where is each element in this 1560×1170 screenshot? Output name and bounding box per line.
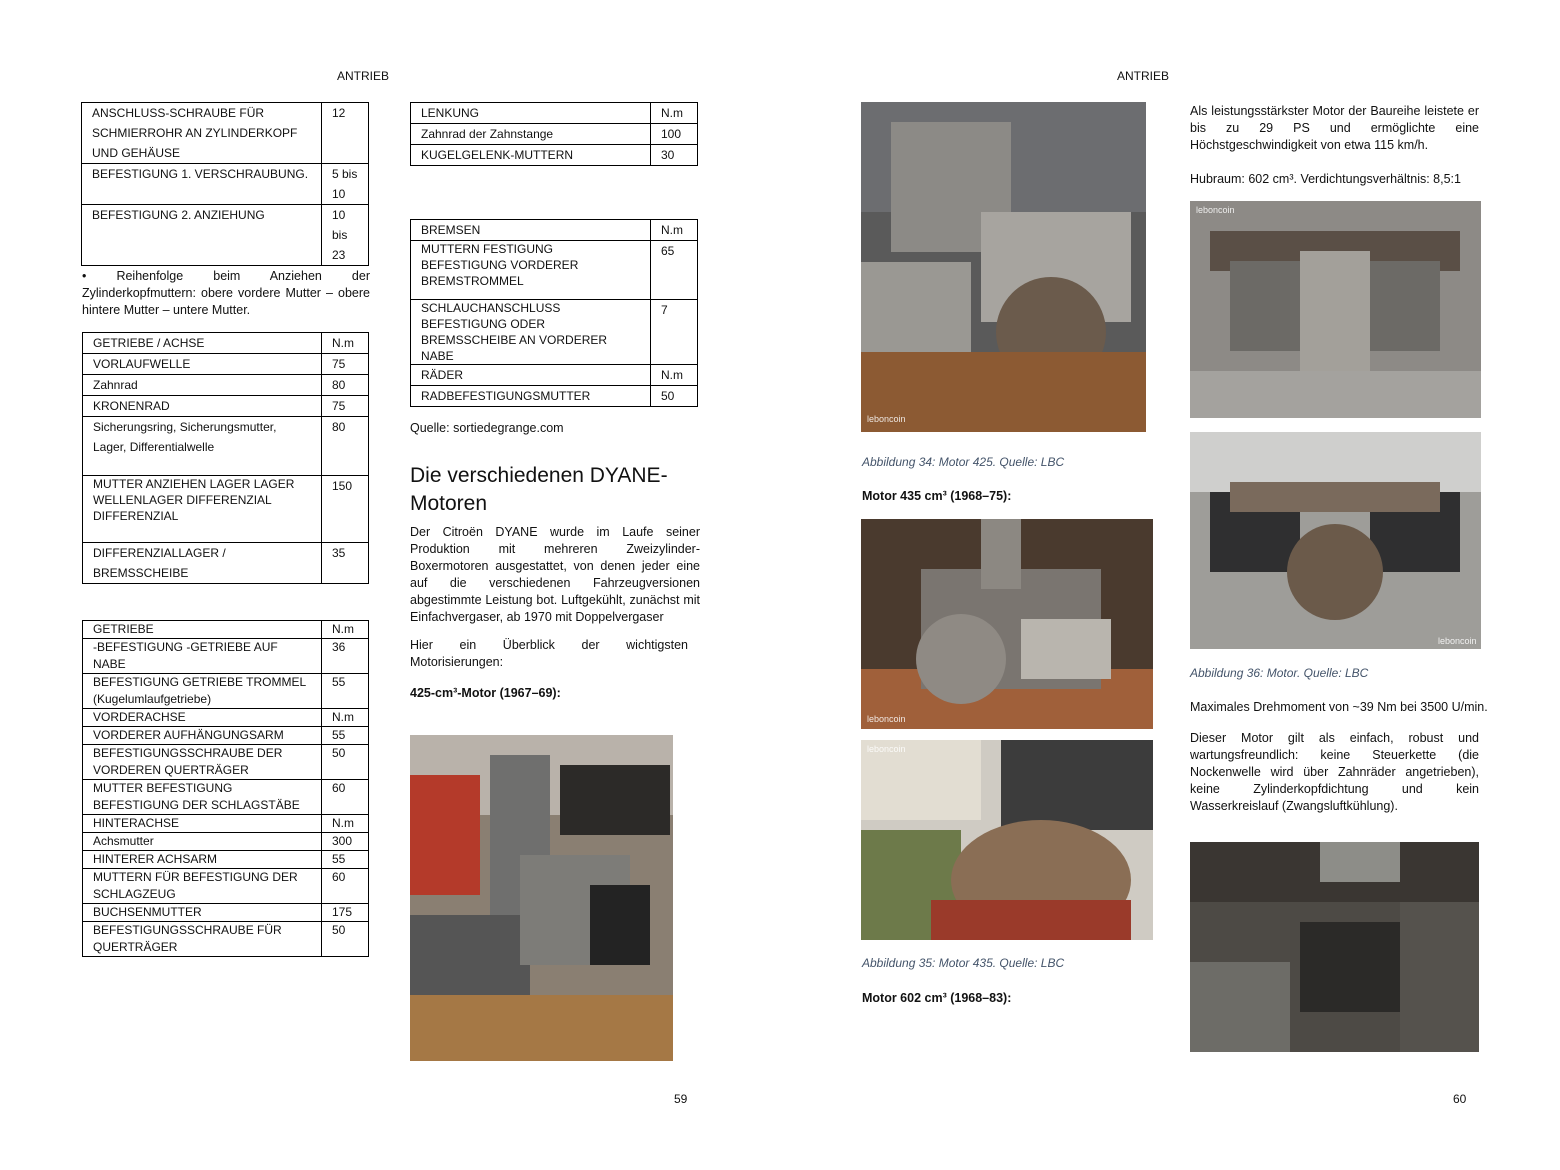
table-cell: 30 [651, 145, 698, 166]
table-cell: 60 [322, 869, 369, 904]
table-cell: 75 [322, 396, 369, 417]
table-cell: RADBEFESTIGUNGSMUTTER [411, 386, 651, 407]
table-row [83, 833, 369, 851]
table-row [411, 124, 698, 145]
table-row [82, 164, 369, 205]
table-row [83, 543, 369, 584]
table-cell: SCHLAUCHANSCHLUSS BEFESTIGUNG ODER BREMSSCHEIBE AN VORDERER NABE [411, 300, 651, 365]
motor-435-photo-1 [861, 519, 1153, 729]
bullet-text: Reihenfolge beim Anziehen der Zylinderkopfmuttern: obere vordere Mutter – obere hintere Mutter – untere Mutter. [82, 269, 370, 317]
watermark-text: leboncoin [1438, 636, 1477, 646]
table-row [411, 300, 698, 365]
section-heading: Die verschiedenen DYANE-Motoren [410, 464, 668, 515]
table-cell: N.m [651, 365, 698, 386]
table-cell: ANSCHLUSS-SCHRAUBE FÜR SCHMIERROHR AN ZYLINDERKOPF UND GEHÄUSE [82, 103, 322, 164]
table-cell: GETRIEBE / ACHSE [83, 333, 322, 354]
table-row [83, 869, 369, 904]
table-cell: BEFESTIGUNG 2. ANZIEHUNG [82, 205, 322, 266]
table-row [83, 780, 369, 815]
motor-425-title: 425-cm³-Motor (1967–69): [410, 686, 561, 700]
bullet-paragraph [82, 268, 370, 319]
table-cell: VORDERER AUFHÄNGUNGSARM [83, 727, 322, 745]
watermark-text: leboncoin [867, 714, 906, 724]
table-cell: DIFFERENZIALLAGER / BREMSSCHEIBE [83, 543, 322, 584]
table-row [83, 745, 369, 780]
table-cell: 7 [651, 300, 698, 365]
table-cell: 5 bis 10 [322, 164, 369, 205]
table-cell: BREMSEN [411, 220, 651, 241]
torque-table-gearbox-axle [82, 332, 369, 584]
table-row [411, 386, 698, 407]
source-note: Quelle: sortiedegrange.com [410, 421, 564, 435]
table-row [83, 639, 369, 674]
intro-paragraph: Der Citroën DYANE wurde im Laufe seiner Produktion mit mehreren Zweizylinder-Boxermotoren ausgestattet, von denen jeder eine auf die verschiedenen Fahrzeugversionen abgestimmte Leistung bot. Luftgekühlt, zunächst mit Einfachvergaser, ab 1970 mit Doppelvergaser [410, 525, 700, 624]
table-row [82, 205, 369, 266]
table-row [83, 674, 369, 709]
table-cell: 60 [322, 780, 369, 815]
motor-435-title: Motor 435 cm³ (1968–75): [862, 489, 1012, 503]
table-cell: 100 [651, 124, 698, 145]
table-cell: 175 [322, 904, 369, 922]
table-cell: BEFESTIGUNGSSCHRAUBE DER VORDEREN QUERTRÄGER [83, 745, 322, 780]
table-cell: RÄDER [411, 365, 651, 386]
torque-table-steering [410, 102, 698, 166]
table-cell: MUTTERN FÜR BEFESTIGUNG DER SCHLAGZEUG [83, 869, 322, 904]
table-cell: Achsmutter [83, 833, 322, 851]
table-cell: HINTERER ACHSARM [83, 851, 322, 869]
table-cell: VORLAUFWELLE [83, 354, 322, 375]
table-cell: N.m [651, 220, 698, 241]
figure-caption-36: Abbildung 36: Motor. Quelle: LBC [1190, 666, 1369, 680]
table-cell: 50 [322, 922, 369, 957]
table-cell: 80 [322, 417, 369, 476]
table-row [83, 709, 369, 727]
table-cell: HINTERACHSE [83, 815, 322, 833]
table-cell: 12 [322, 103, 369, 164]
table-cell: -BEFESTIGUNG -GETRIEBE AUF NABE [83, 639, 322, 674]
table-row [83, 621, 369, 639]
table-row [411, 145, 698, 166]
table-cell: N.m [322, 709, 369, 727]
table-cell: LENKUNG [411, 103, 651, 124]
table-cell: 300 [322, 833, 369, 851]
table-cell: VORDERACHSE [83, 709, 322, 727]
watermark-text: leboncoin [867, 414, 906, 424]
watermark-text: leboncoin [1196, 205, 1235, 215]
table-cell: BEFESTIGUNG GETRIEBE TROMMEL (Kugelumlaufgetriebe) [83, 674, 322, 709]
table-cell: 35 [322, 543, 369, 584]
table-cell: BEFESTIGUNG 1. VERSCHRAUBUNG. [82, 164, 322, 205]
table-cell: 50 [322, 745, 369, 780]
table-row [411, 103, 698, 124]
table-cell: 55 [322, 727, 369, 745]
torque-table-brakes-wheels [410, 219, 698, 407]
table-cell: 10 bis 23 [322, 205, 369, 266]
overview-paragraph: Hier ein Überblick der wichtigsten Motorisierungen: [410, 638, 688, 669]
torque-table-cylinder-head [81, 102, 369, 266]
table-cell: 65 [651, 241, 698, 300]
running-header-left: ANTRIEB [337, 69, 390, 83]
motor-435-photo-2 [861, 740, 1153, 940]
table-cell: 75 [322, 354, 369, 375]
table-row [82, 103, 369, 164]
table-cell: 55 [322, 674, 369, 709]
table-cell: Zahnrad der Zahnstange [411, 124, 651, 145]
motor-602-title: Motor 602 cm³ (1968–83): [862, 991, 1012, 1005]
table-cell: N.m [651, 103, 698, 124]
torque-table-gearbox-axles [82, 620, 369, 957]
table-row [411, 220, 698, 241]
page-number-right: 60 [1453, 1092, 1467, 1106]
table-row [83, 333, 369, 354]
watermark-text: leboncoin [867, 744, 906, 754]
table-row [83, 815, 369, 833]
motor-602-paragraph-1: Als leistungsstärkster Motor der Baureihe leistete er bis zu 29 PS und ermöglichte eine Höchstgeschwindigkeit von etwa 115 km/h. [1190, 104, 1479, 152]
table-cell: MUTTER BEFESTIGUNG BEFESTIGUNG DER SCHLAGSTÄBE [83, 780, 322, 815]
table-cell: 50 [651, 386, 698, 407]
table-cell: BEFESTIGUNGSSCHRAUBE FÜR QUERTRÄGER [83, 922, 322, 957]
table-cell: N.m [322, 621, 369, 639]
table-cell: GETRIEBE [83, 621, 322, 639]
table-cell: N.m [322, 333, 369, 354]
table-cell: BUCHSENMUTTER [83, 904, 322, 922]
table-cell: N.m [322, 815, 369, 833]
table-row [83, 375, 369, 396]
motor-425-photo-large [861, 102, 1146, 432]
bullet-icon: • [82, 269, 117, 283]
motor-602-paragraph-2: Hubraum: 602 cm³. Verdichtungsverhältnis: 8,5:1 [1190, 172, 1461, 186]
table-row [411, 241, 698, 300]
table-row [83, 922, 369, 957]
table-cell: 150 [322, 476, 369, 543]
table-row [411, 365, 698, 386]
figure-caption-34: Abbildung 34: Motor 425. Quelle: LBC [862, 455, 1065, 469]
motor-602-photo-1 [1190, 201, 1481, 418]
table-row [83, 727, 369, 745]
table-row [83, 476, 369, 543]
figure-caption-35: Abbildung 35: Motor 435. Quelle: LBC [862, 956, 1065, 970]
motor-602-photo-3 [1190, 842, 1479, 1052]
table-cell: KRONENRAD [83, 396, 322, 417]
motor-602-photo-2 [1190, 432, 1481, 649]
page-number-left: 59 [674, 1092, 688, 1106]
table-row [83, 417, 369, 476]
table-row [83, 851, 369, 869]
table-cell: Sicherungsring, Sicherungsmutter, Lager, Differentialwelle [83, 417, 322, 476]
table-row [83, 354, 369, 375]
running-header-right: ANTRIEB [1117, 69, 1170, 83]
table-cell: Zahnrad [83, 375, 322, 396]
table-row [83, 396, 369, 417]
table-cell: KUGELGELENK-MUTTERN [411, 145, 651, 166]
table-cell: 80 [322, 375, 369, 396]
motor-602-paragraph-4: Dieser Motor gilt als einfach, robust und wartungsfreundlich: keine Steuerkette (die Nockenwelle wird über Zahnräder angetrieben), keine Zylinderkopfdichtung und kein Wasserkreislauf (Zwangsluftkühlung). [1190, 731, 1479, 813]
table-cell: MUTTER ANZIEHEN LAGER LAGER WELLENLAGER DIFFERENZIAL DIFFERENZIAL [83, 476, 322, 543]
table-cell: MUTTERN FESTIGUNG BEFESTIGUNG VORDERER BREMSTROMMEL [411, 241, 651, 300]
table-cell: 55 [322, 851, 369, 869]
motor-602-paragraph-3: Maximales Drehmoment von ~39 Nm bei 3500 U/min. [1190, 700, 1488, 714]
table-row [83, 904, 369, 922]
table-cell: 36 [322, 639, 369, 674]
motor-425-photo [410, 735, 673, 1061]
